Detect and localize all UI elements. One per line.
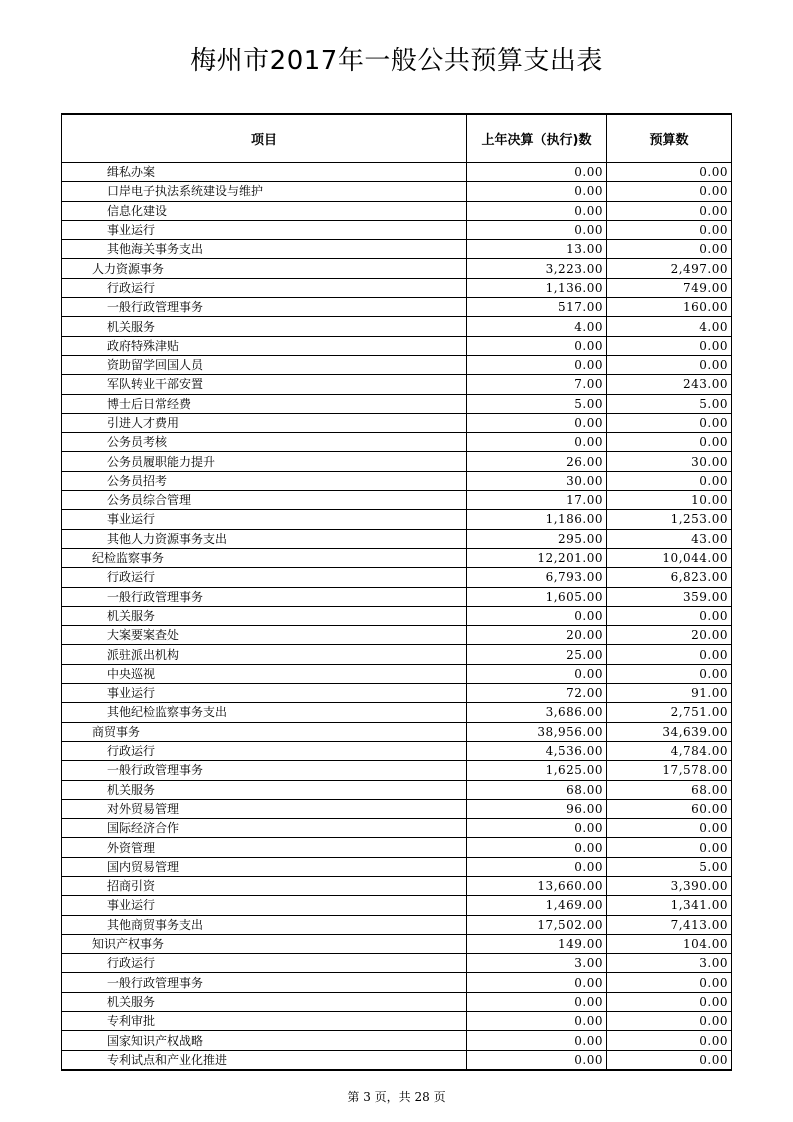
budget-value: 0.00 [607,606,732,625]
table-row [62,163,732,182]
table-row [62,568,732,587]
budget-value: 1,341.00 [607,896,732,915]
budget-value: 5.00 [607,857,732,876]
item-name-cell [62,317,467,336]
budget-value: 0.00 [607,645,732,664]
prev-year-value: 3,686.00 [467,703,607,722]
budget-value: 7,413.00 [607,915,732,934]
budget-value: 0.00 [607,220,732,239]
table-row [62,182,732,201]
prev-year-value: 149.00 [467,934,607,953]
item-name: 机关服务 [107,782,156,797]
item-name: 行政运行 [107,280,156,295]
item-name-cell [62,664,467,683]
item-name: 政府特殊津贴 [107,338,180,353]
prev-year-value: 0.00 [467,355,607,374]
item-name: 一般行政管理事务 [107,589,204,604]
item-name-cell [62,780,467,799]
category-cell [62,259,467,278]
prev-year-value: 7.00 [467,375,607,394]
table-row [62,664,732,683]
table-row [62,375,732,394]
prev-year-value: 38,956.00 [467,722,607,741]
item-name: 对外贸易管理 [107,801,180,816]
item-name: 博士后日常经费 [107,396,192,411]
item-name: 其他商贸事务支出 [107,917,204,932]
budget-value: 0.00 [607,163,732,182]
budget-value: 4.00 [607,317,732,336]
item-name-cell [62,491,467,510]
prev-year-value: 4,536.00 [467,741,607,760]
prev-year-value: 3.00 [467,954,607,973]
table-row [62,934,732,953]
item-name-cell [62,298,467,317]
item-name-cell [62,741,467,760]
item-name: 国内贸易管理 [107,859,180,874]
budget-value: 104.00 [607,934,732,953]
item-name: 机关服务 [107,994,156,1009]
item-name-cell [62,626,467,645]
table-row [62,317,732,336]
table-row [62,220,732,239]
item-name: 派驻派出机构 [107,647,180,662]
table-row [62,336,732,355]
item-name: 行政运行 [107,956,156,971]
table-row [62,529,732,548]
budget-value: 0.00 [607,973,732,992]
item-name-cell [62,355,467,374]
item-name: 国际经济合作 [107,821,180,836]
item-name: 一般行政管理事务 [107,763,204,778]
budget-value: 0.00 [607,1012,732,1031]
prev-year-value: 30.00 [467,471,607,490]
budget-value: 17,578.00 [607,761,732,780]
budget-value: 91.00 [607,684,732,703]
prev-year-value: 0.00 [467,1012,607,1031]
table-row [62,780,732,799]
budget-value: 0.00 [607,838,732,857]
item-name: 事业运行 [107,512,156,527]
item-name: 其他纪检监察事务支出 [107,705,228,720]
item-name-cell [62,684,467,703]
budget-value: 4,784.00 [607,741,732,760]
budget-value: 0.00 [607,336,732,355]
prev-year-value: 17,502.00 [467,915,607,934]
budget-value: 0.00 [607,355,732,374]
table-row [62,1050,732,1070]
table-row [62,992,732,1011]
budget-table [61,113,732,1071]
item-name-cell [62,529,467,548]
table-body [62,163,732,1070]
prev-year-value: 0.00 [467,664,607,683]
budget-value: 34,639.00 [607,722,732,741]
item-name-cell [62,915,467,934]
item-name: 人力资源事务 [92,261,165,276]
item-name: 一般行政管理事务 [107,300,204,315]
item-name: 事业运行 [107,223,156,238]
budget-value: 3.00 [607,954,732,973]
item-name: 大案要案查处 [107,628,180,643]
table-row [62,240,732,259]
prev-year-value: 0.00 [467,201,607,220]
table-row [62,491,732,510]
prev-year-value: 26.00 [467,452,607,471]
budget-value: 0.00 [607,1050,732,1070]
item-name-cell [62,510,467,529]
table-row [62,876,732,895]
item-name-cell [62,838,467,857]
budget-value: 43.00 [607,529,732,548]
table-header-row [62,114,732,163]
table-row [62,259,732,278]
item-name-cell [62,375,467,394]
item-name-cell [62,1031,467,1050]
prev-year-value: 17.00 [467,491,607,510]
item-name-cell [62,992,467,1011]
table-row [62,954,732,973]
item-name: 信息化建设 [107,203,168,218]
table-row [62,684,732,703]
item-name: 招商引资 [107,879,156,894]
category-cell [62,548,467,567]
header-budget: 预算数 [607,114,732,163]
budget-value: 0.00 [607,1031,732,1050]
prev-year-value: 13.00 [467,240,607,259]
item-name: 军队转业干部安置 [107,377,204,392]
table-row [62,452,732,471]
table-row [62,394,732,413]
table-row [62,626,732,645]
budget-value: 0.00 [607,819,732,838]
prev-year-value: 0.00 [467,163,607,182]
item-name: 公务员综合管理 [107,493,192,508]
header-item: 项目 [62,114,467,163]
prev-year-value: 0.00 [467,992,607,1011]
prev-year-value: 72.00 [467,684,607,703]
budget-value: 160.00 [607,298,732,317]
item-name: 中央巡视 [107,666,156,681]
table-row [62,548,732,567]
prev-year-value: 0.00 [467,433,607,452]
budget-value: 243.00 [607,375,732,394]
item-name: 资助留学回国人员 [107,358,204,373]
prev-year-value: 3,223.00 [467,259,607,278]
table-row [62,973,732,992]
table-row [62,1031,732,1050]
item-name-cell [62,163,467,182]
budget-value: 2,497.00 [607,259,732,278]
item-name: 行政运行 [107,744,156,759]
prev-year-value: 0.00 [467,606,607,625]
prev-year-value: 0.00 [467,413,607,432]
prev-year-value: 0.00 [467,973,607,992]
budget-value: 5.00 [607,394,732,413]
item-name-cell [62,1012,467,1031]
table-row [62,857,732,876]
item-name-cell [62,182,467,201]
budget-value: 0.00 [607,471,732,490]
table-row [62,645,732,664]
prev-year-value: 1,469.00 [467,896,607,915]
table-row [62,915,732,934]
item-name-cell [62,201,467,220]
prev-year-value: 12,201.00 [467,548,607,567]
item-name-cell [62,819,467,838]
item-name: 事业运行 [107,686,156,701]
item-name: 口岸电子执法系统建设与维护 [107,184,264,199]
item-name: 行政运行 [107,570,156,585]
item-name: 外资管理 [107,840,156,855]
item-name-cell [62,645,467,664]
budget-value: 6,823.00 [607,568,732,587]
item-name: 专利试点和产业化推进 [107,1052,228,1067]
item-name-cell [62,336,467,355]
budget-value: 60.00 [607,799,732,818]
table-row [62,838,732,857]
item-name-cell [62,394,467,413]
table-row [62,722,732,741]
prev-year-value: 517.00 [467,298,607,317]
table-row [62,606,732,625]
item-name-cell [62,857,467,876]
table-row [62,413,732,432]
budget-value: 0.00 [607,664,732,683]
page-title: 梅州市2017年一般公共预算支出表 [190,46,603,76]
table-row [62,799,732,818]
prev-year-value: 1,605.00 [467,587,607,606]
item-name: 知识产权事务 [92,937,165,952]
budget-value: 0.00 [607,433,732,452]
budget-value: 10,044.00 [607,548,732,567]
prev-year-value: 0.00 [467,220,607,239]
category-cell [62,722,467,741]
item-name: 一般行政管理事务 [107,975,204,990]
prev-year-value: 1,186.00 [467,510,607,529]
prev-year-value: 295.00 [467,529,607,548]
item-name: 其他海关事务支出 [107,242,204,257]
budget-value: 359.00 [607,587,732,606]
budget-value: 0.00 [607,201,732,220]
table-row [62,201,732,220]
item-name-cell [62,761,467,780]
item-name-cell [62,278,467,297]
table-row [62,741,732,760]
table-row [62,761,732,780]
item-name: 商贸事务 [92,724,141,739]
item-name: 机关服务 [107,608,156,623]
budget-value: 0.00 [607,992,732,1011]
prev-year-value: 4.00 [467,317,607,336]
item-name-cell [62,973,467,992]
category-cell [62,934,467,953]
prev-year-value: 68.00 [467,780,607,799]
item-name: 纪检监察事务 [92,551,165,566]
item-name-cell [62,703,467,722]
budget-value: 68.00 [607,780,732,799]
item-name-cell [62,220,467,239]
prev-year-value: 20.00 [467,626,607,645]
item-name-cell [62,433,467,452]
item-name: 缉私办案 [107,165,156,180]
table-row [62,587,732,606]
table-row [62,355,732,374]
item-name-cell [62,606,467,625]
item-name: 机关服务 [107,319,156,334]
item-name: 公务员招考 [107,473,168,488]
item-name: 引进人才费用 [107,416,180,430]
table-row [62,278,732,297]
item-name: 公务员履职能力提升 [107,454,216,469]
item-name-cell [62,876,467,895]
item-name-cell [62,452,467,471]
budget-value: 3,390.00 [607,876,732,895]
prev-year-value: 0.00 [467,857,607,876]
prev-year-value: 0.00 [467,838,607,857]
item-name: 公务员考核 [107,435,168,450]
prev-year-value: 0.00 [467,819,607,838]
item-name-cell [62,896,467,915]
table-row [62,1012,732,1031]
prev-year-value: 0.00 [467,1031,607,1050]
prev-year-value: 6,793.00 [467,568,607,587]
budget-value: 20.00 [607,626,732,645]
item-name-cell [62,1050,467,1070]
prev-year-value: 5.00 [467,394,607,413]
table-row [62,471,732,490]
budget-value: 0.00 [607,240,732,259]
prev-year-value: 1,136.00 [467,278,607,297]
prev-year-value: 13,660.00 [467,876,607,895]
table-row [62,703,732,722]
budget-value: 2,751.00 [607,703,732,722]
budget-value: 0.00 [607,182,732,201]
item-name: 国家知识产权战略 [107,1033,204,1048]
prev-year-value: 1,625.00 [467,761,607,780]
prev-year-value: 0.00 [467,1050,607,1070]
item-name-cell [62,568,467,587]
table-row [62,510,732,529]
item-name-cell [62,587,467,606]
item-name-cell [62,471,467,490]
item-name-cell [62,240,467,259]
prev-year-value: 0.00 [467,336,607,355]
prev-year-value: 25.00 [467,645,607,664]
table-row [62,433,732,452]
table-row [62,298,732,317]
item-name-cell [62,413,467,432]
table-row [62,819,732,838]
prev-year-value: 0.00 [467,182,607,201]
budget-value: 30.00 [607,452,732,471]
budget-value: 749.00 [607,278,732,297]
budget-value: 1,253.00 [607,510,732,529]
item-name: 专利审批 [107,1014,156,1029]
prev-year-value: 96.00 [467,799,607,818]
budget-value: 10.00 [607,491,732,510]
page-footer: 第 3 页，共 28 页 [347,1090,446,1104]
item-name: 事业运行 [107,898,156,913]
item-name: 其他人力资源事务支出 [107,531,228,546]
header-prev-year: 上年决算（执行)数 [467,114,607,163]
budget-value: 0.00 [607,413,732,432]
item-name-cell [62,799,467,818]
table-row [62,896,732,915]
item-name-cell [62,954,467,973]
